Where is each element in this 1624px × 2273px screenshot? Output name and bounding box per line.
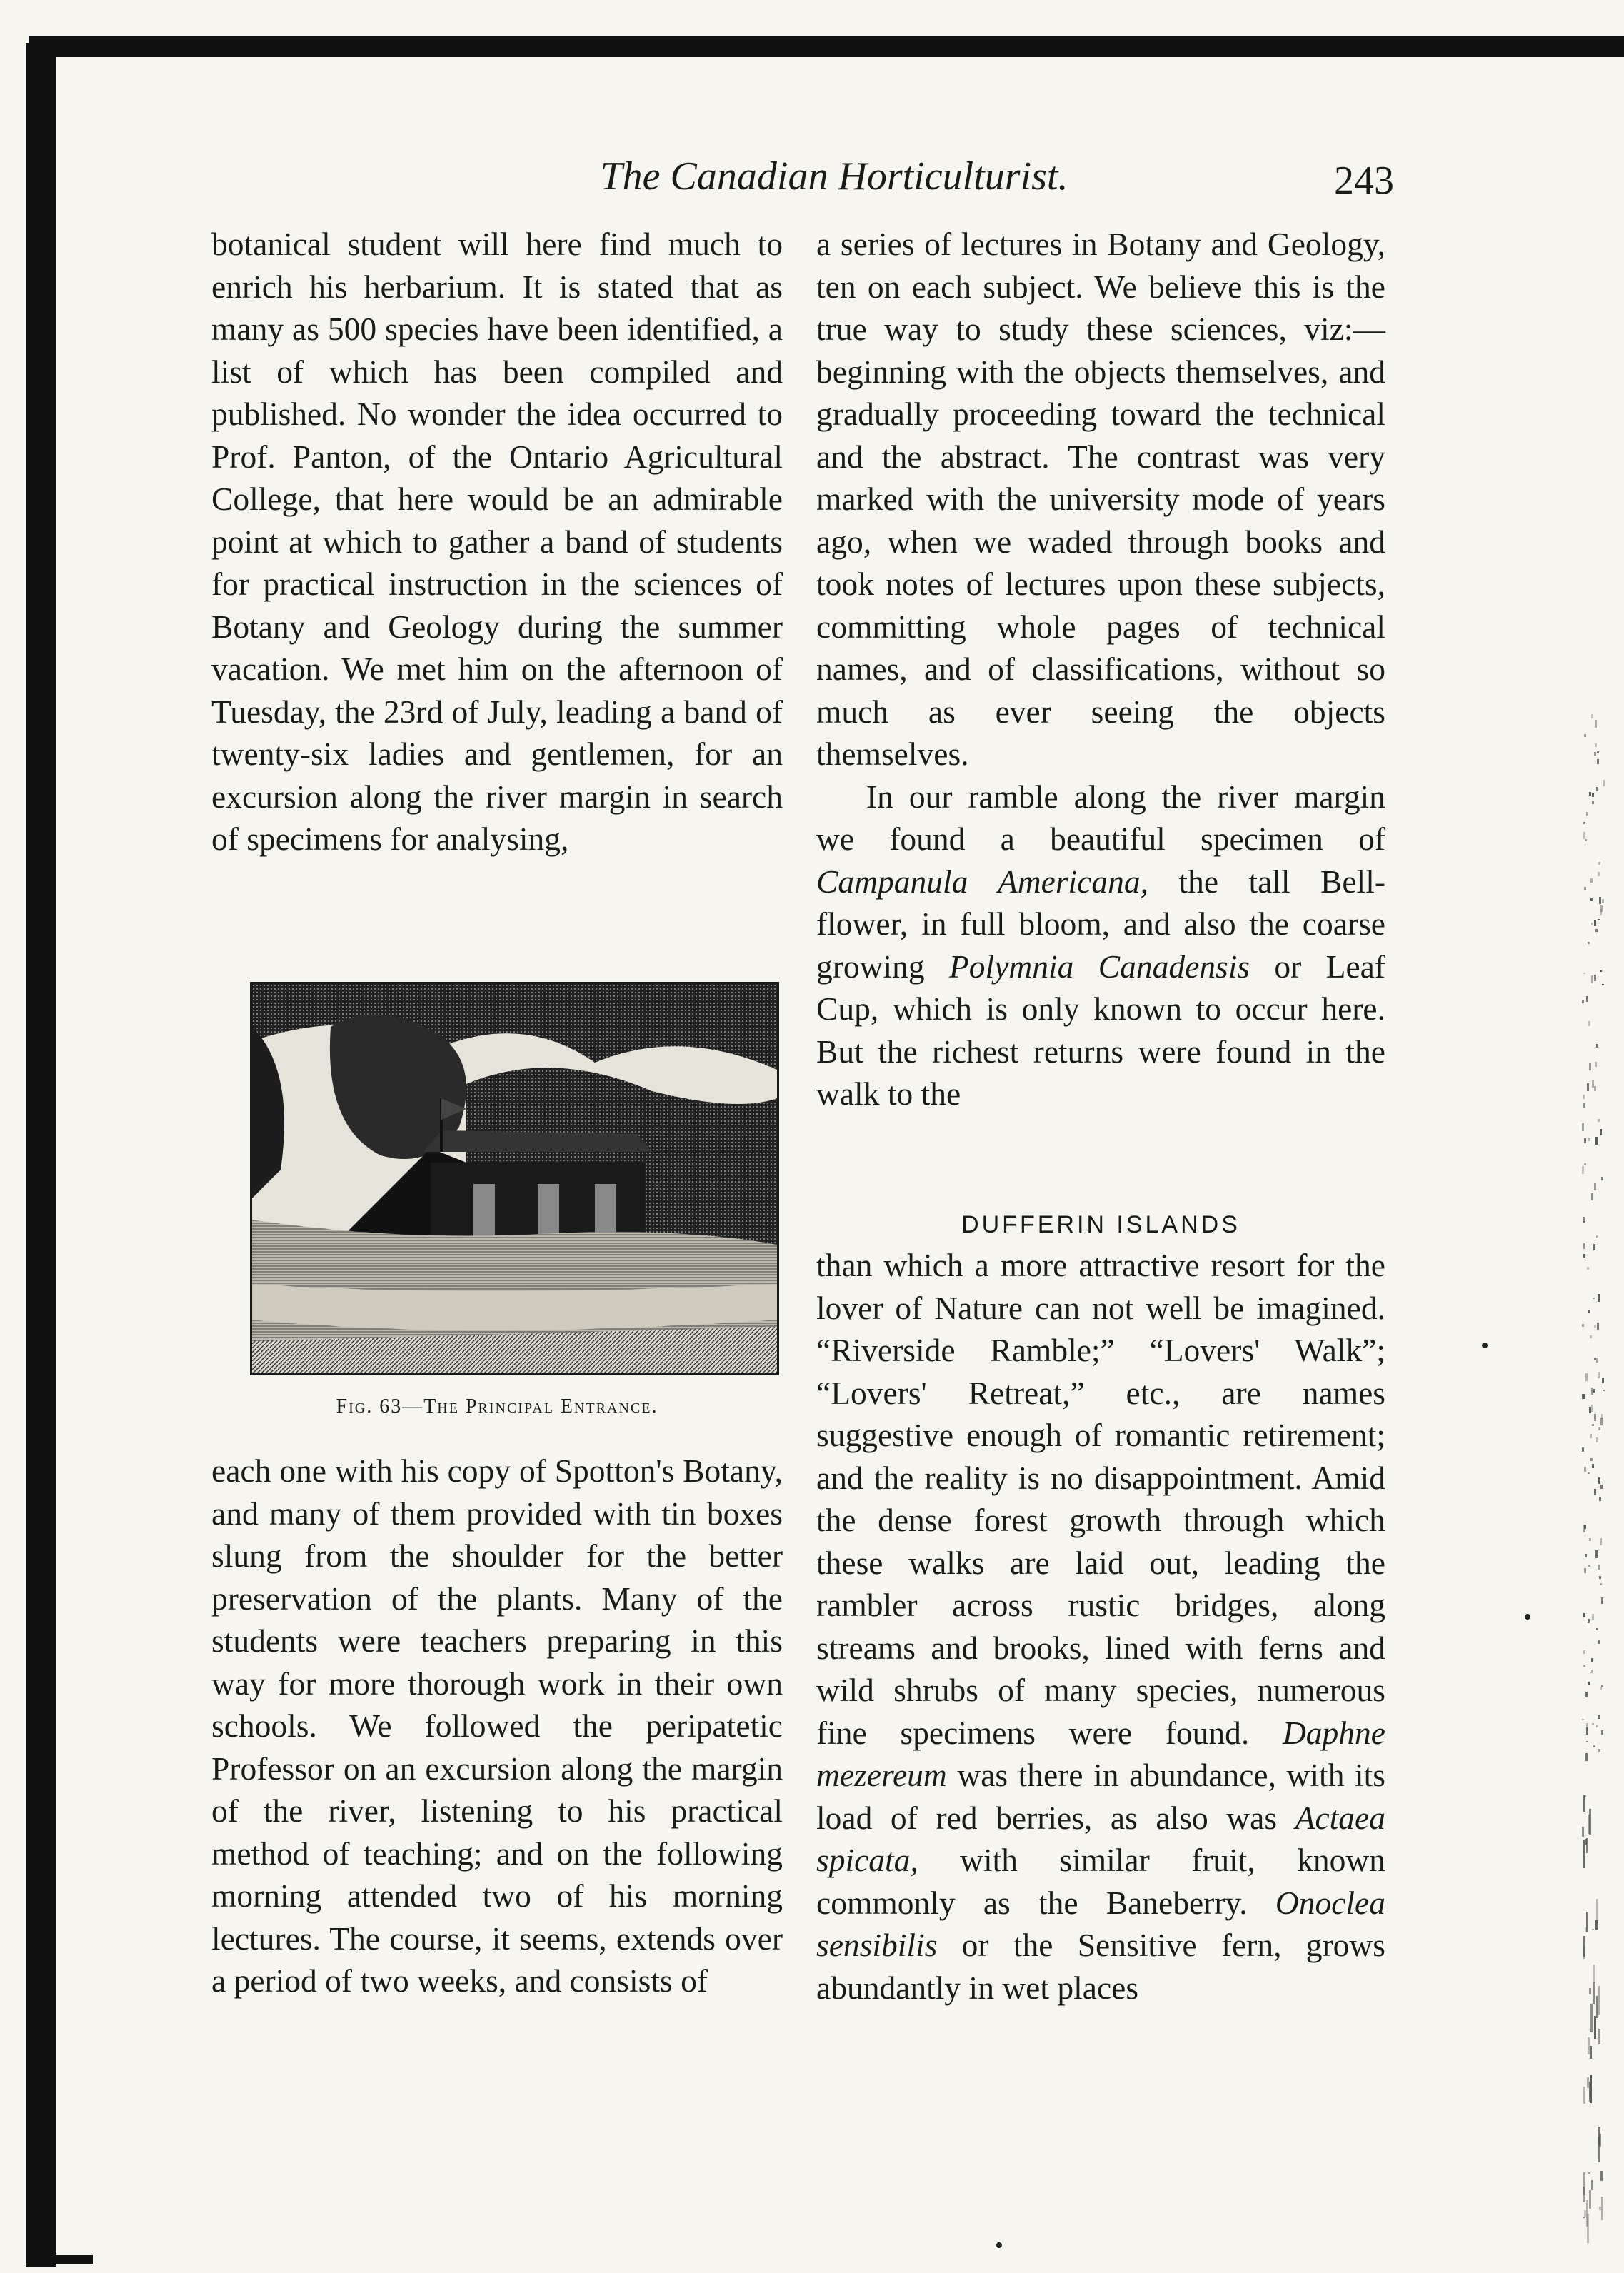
scan-speck — [1594, 1414, 1596, 1421]
scan-speck — [1603, 1390, 1605, 1391]
scan-speck — [1583, 1103, 1585, 1108]
figure-caption: Fig. 63—The Principal Entrance. — [336, 1395, 658, 1418]
scan-speck — [1586, 1741, 1588, 1742]
scan-speck — [1583, 2172, 1585, 2195]
scan-speck — [1588, 1565, 1590, 1567]
scan-speck — [1599, 2134, 1601, 2147]
scan-speck — [1598, 862, 1600, 865]
scan-speck — [1601, 2197, 1603, 2220]
paragraph — [816, 776, 1385, 1115]
scan-speck — [1599, 897, 1601, 904]
scan-speck — [1600, 1485, 1603, 1489]
scan-speck — [1597, 751, 1599, 753]
scan-speck — [1583, 2217, 1585, 2218]
scan-left-border — [26, 43, 56, 2267]
scan-speck — [1596, 1235, 1598, 1238]
paragraph: a series of lectures in Botany and Geology, ten on each subject. We believe this is the true way to study these sciences, viz:—beginning with the objects themselves, and gradually proceeding toward the technical and the abstract. The contrast was very marked with the university mode of years ago, when we waded through books and took notes of lectures upon these subjects, committing whole pages of technical names, and of classifications, without so much as ever seeing the objects themselves. — [816, 226, 1385, 772]
scan-speck — [1589, 1538, 1591, 1541]
scan-speck — [1594, 2016, 1596, 2039]
species-name: Onoclea sensibilis — [816, 1884, 1385, 1963]
scan-speck — [1589, 2082, 1591, 2102]
scan-speck — [1593, 1389, 1595, 1393]
scan-speck — [1589, 1809, 1591, 1835]
scan-speck — [1602, 899, 1604, 903]
scan-speck — [1587, 1083, 1589, 1091]
scan-speck — [1596, 1725, 1598, 1727]
scan-speck — [1598, 1749, 1600, 1752]
scan-speck — [1594, 1325, 1596, 1328]
scan-speck — [1598, 2029, 1600, 2044]
scan-speck — [1591, 1658, 1593, 1662]
scan-speck — [1596, 787, 1598, 791]
scan-speck — [1594, 1086, 1596, 1091]
scan-speck — [1582, 1000, 1584, 1003]
scan-speck — [1591, 1193, 1593, 1200]
scan-speck — [1585, 1753, 1588, 1761]
scan-top-border — [29, 36, 1624, 57]
text-run: with similar fruit, known commonly as the Baneberry. — [816, 1842, 1385, 1921]
scan-speck — [1589, 1988, 1591, 1994]
scan-speck — [1582, 1827, 1584, 1837]
scan-speck — [1592, 1424, 1594, 1426]
scan-speck — [1588, 1310, 1590, 1313]
scan-speck — [1585, 1692, 1588, 1697]
scan-speck — [1588, 1138, 1590, 1141]
scan-speck — [1583, 1254, 1585, 1258]
scan-speck — [1596, 1044, 1598, 1048]
running-header-title: The Canadian Horticulturist. — [600, 154, 1068, 199]
scan-speck — [1589, 792, 1591, 796]
text-run: or the Sensitive fern, grows abundantly in wet places — [816, 1927, 1385, 2006]
scan-speck — [1583, 1650, 1585, 1654]
scan-speck — [1594, 752, 1596, 756]
scan-speck — [1597, 759, 1599, 764]
scan-speck — [1587, 1267, 1589, 1270]
scan-speck — [1589, 2190, 1591, 2209]
scan-speck — [1593, 1244, 1595, 1250]
scan-speck — [1583, 1613, 1585, 1617]
scan-speck — [1597, 1323, 1599, 1330]
scan-speck — [1594, 975, 1596, 981]
scan-speck — [1583, 1525, 1585, 1532]
page-number: 243 — [1334, 159, 1394, 203]
scan-speck — [1591, 2180, 1593, 2190]
scan-speck — [1601, 1730, 1603, 1735]
scan-speck — [1600, 2171, 1603, 2181]
right-column-bottom-text — [816, 1244, 1385, 2258]
scan-speck — [1595, 1062, 1597, 1067]
scan-speck — [1601, 1414, 1603, 1419]
scan-speck — [1598, 1427, 1600, 1430]
scan-speck — [1588, 1682, 1590, 1685]
scan-speck — [1590, 2004, 1593, 2032]
scan-speck — [1590, 1434, 1592, 1438]
scan-speck — [1598, 1477, 1600, 1484]
scan-speck — [1595, 1137, 1598, 1145]
scan-speck — [1601, 1685, 1603, 1687]
scan-speck — [1582, 1719, 1584, 1720]
scan-speck — [1584, 2210, 1586, 2217]
scan-speck — [1585, 1373, 1588, 1381]
scan-speck — [1584, 1568, 1586, 1573]
scan-speck — [1583, 1936, 1585, 1957]
scan-speck — [1592, 793, 1594, 797]
scan-speck — [1598, 1294, 1600, 1302]
scan-speck — [996, 2242, 1002, 2248]
text-run: than which a more attractive resort for the lover of Nature can not well be imagined. “Riverside Ramble;” “Lovers' Walk”; “Lovers' Retreat,” etc., are names suggestive enough of romantic retirement; and the reality is no disappointment. Amid the dense forest growth through which these walks are laid out, leading the rambler across rustic bridges, along streams and brooks, lined with ferns and wild shrubs of many species, numerous fine specimens were found. — [816, 1247, 1385, 1751]
scan-speck — [1591, 1670, 1593, 1672]
scan-speck — [1587, 2214, 1589, 2243]
scan-speck — [1591, 714, 1593, 718]
scan-speck — [1586, 996, 1588, 1002]
scan-speck — [1583, 1095, 1585, 1099]
scan-speck — [1599, 1497, 1601, 1501]
scan-speck — [1585, 1554, 1587, 1557]
scan-speck — [1595, 1550, 1598, 1558]
scan-speck — [1596, 1628, 1598, 1630]
scan-speck — [1595, 720, 1597, 728]
right-column-top-text — [816, 223, 1385, 1208]
scan-speck — [1602, 1378, 1604, 1383]
scan-speck — [1583, 1243, 1585, 1249]
scan-speck — [1595, 929, 1598, 932]
species-name: Polymnia Canadensis — [949, 948, 1250, 985]
scan-speck — [1594, 1489, 1596, 1495]
paragraph: each one with his copy of Spotton's Botany, and many of them provided with tin boxes slung from the shoulder for the better preservation of the plants. Many of the students were teachers preparing in this way for more thorough work in their own schools. We followed the peripatetic Professor on an excursion along the margin of the river, listening to his practical method of teaching; and on the following morning attended two of his morning lectures. The course, it seems, extends over a period of two weeks, and consists of — [211, 1452, 783, 1999]
scan-speck — [1596, 1996, 1598, 2018]
scan-speck — [1585, 1839, 1587, 1845]
scan-speck — [1590, 878, 1593, 883]
species-name: Daphne mezereum — [816, 1714, 1385, 1793]
scan-speck — [1590, 2046, 1592, 2059]
scan-speck — [1600, 1583, 1602, 1585]
scan-speck — [1603, 780, 1605, 786]
scan-speck — [1583, 822, 1585, 824]
scan-speck — [1584, 1163, 1586, 1165]
text-run: the tall Bell-flower, in full bloom, and also the coarse growing — [816, 863, 1385, 985]
scan-speck — [1591, 923, 1593, 925]
scan-speck — [1593, 1745, 1595, 1747]
scan-speck — [1582, 1324, 1584, 1327]
scan-speck — [1586, 1723, 1588, 1730]
scan-speck — [1584, 1467, 1586, 1472]
scan-speck — [1602, 984, 1604, 985]
scan-speck — [1594, 920, 1596, 926]
scan-speck — [1598, 1119, 1600, 1122]
scan-speck — [1600, 1129, 1602, 1135]
scan-speck — [1592, 1464, 1594, 1468]
scan-speck — [1588, 1472, 1590, 1474]
scan-speck — [1592, 801, 1594, 804]
scan-speck — [1584, 1138, 1586, 1143]
scan-speck — [1586, 1912, 1588, 1932]
paragraph — [816, 1244, 1385, 2009]
figure-principal-entrance-engraving — [250, 982, 779, 1375]
scan-speck — [1591, 1405, 1593, 1412]
scan-speck — [1592, 1929, 1594, 1930]
text-run: In our ramble along the river margin we found a beautiful specimen of — [816, 778, 1385, 857]
text-run: was there in abundance, with its load of red berries, as also was — [816, 1757, 1385, 1836]
scan-edge-noise — [1582, 714, 1610, 2257]
scan-speck — [1582, 1123, 1584, 1131]
scan-speck — [1596, 1437, 1598, 1442]
scan-speck — [1598, 1640, 1600, 1644]
scan-speck — [1598, 1372, 1600, 1378]
scan-speck — [1594, 1183, 1596, 1190]
paragraph: botanical student will here find much to enrich his herbarium. It is stated that as many as 500 species have been identified, a list of which has been compiled and published. No wonder the idea occurred to Prof. Panton, of the Ontario Agricultural College, that here would be an admirable point at which to gather a band of students for practical instruction in the sciences of Botany and Geology during the summer vacation. We met him on the afternoon of Tuesday, the 23rd of July, leading a band of twenty-six ladies and gentlemen, for an excursion along the river margin in search of specimens for analysing, — [211, 226, 783, 857]
scan-speck — [1583, 1665, 1585, 1667]
scan-speck — [1595, 743, 1597, 747]
scan-speck — [1598, 872, 1600, 876]
scan-speck — [1589, 1063, 1591, 1070]
scan-speck — [1525, 1614, 1530, 1620]
scan-speck — [1582, 1394, 1584, 1399]
scan-speck — [1582, 1166, 1584, 1174]
scan-speck — [1594, 1358, 1596, 1360]
scan-speck — [1586, 812, 1588, 816]
scan-speck — [1596, 1358, 1598, 1363]
scan-speck — [1593, 1982, 1595, 2004]
scan-speck — [1585, 839, 1587, 841]
scan-speck — [1583, 1795, 1585, 1812]
scan-speck — [1596, 1899, 1598, 1921]
scan-speck — [1601, 1177, 1603, 1180]
scan-speck — [1593, 1298, 1595, 1299]
scan-speck — [1592, 1723, 1594, 1725]
left-column-bottom-text — [211, 1450, 783, 2257]
scan-speck — [1598, 1565, 1600, 1570]
scan-speck — [1600, 970, 1602, 972]
scan-speck — [1584, 734, 1586, 737]
species-name: Campanula Americana, — [816, 863, 1148, 900]
species-name: Actaea spicata, — [816, 1799, 1385, 1878]
scan-speck — [1588, 2172, 1590, 2174]
scan-speck — [1583, 832, 1585, 839]
scan-speck — [1583, 973, 1585, 974]
scan-speck — [1591, 975, 1593, 983]
scan-speck — [1588, 2037, 1590, 2054]
section-heading: DUFFERIN ISLANDS — [961, 1211, 1240, 1238]
scan-speck — [1598, 1715, 1600, 1719]
scan-speck — [1584, 887, 1586, 890]
scan-speck — [1588, 1619, 1590, 1623]
scan-speck — [1590, 1335, 1592, 1338]
scan-speck — [1482, 1343, 1488, 1348]
left-column-top-text — [211, 223, 783, 958]
scan-speck — [1588, 942, 1590, 944]
scan-speck — [1590, 1458, 1593, 1461]
scan-speck — [1601, 1597, 1603, 1604]
engraving-illustration — [252, 984, 777, 1373]
scan-speck — [1583, 1217, 1585, 1222]
scan-speck — [1592, 1614, 1594, 1620]
scan-speck — [1588, 1021, 1590, 1026]
scan-speck — [1595, 1920, 1598, 1930]
scan-speck — [1593, 1965, 1595, 1983]
scan-speck — [1583, 1840, 1585, 1868]
scan-speck — [1599, 1576, 1601, 1579]
scan-speck — [1582, 1447, 1584, 1452]
scan-bottom-mark — [43, 2255, 93, 2264]
scan-speck — [1598, 919, 1600, 920]
scan-speck — [1583, 2087, 1585, 2104]
scan-speck — [1599, 2207, 1601, 2210]
scan-speck — [1600, 909, 1602, 915]
scan-speck — [1590, 898, 1593, 901]
scan-speck — [1600, 1538, 1602, 1545]
text-run: or Leaf Cup, which is only known to occur here. But the richest returns were found in the walk to the — [816, 948, 1385, 1112]
